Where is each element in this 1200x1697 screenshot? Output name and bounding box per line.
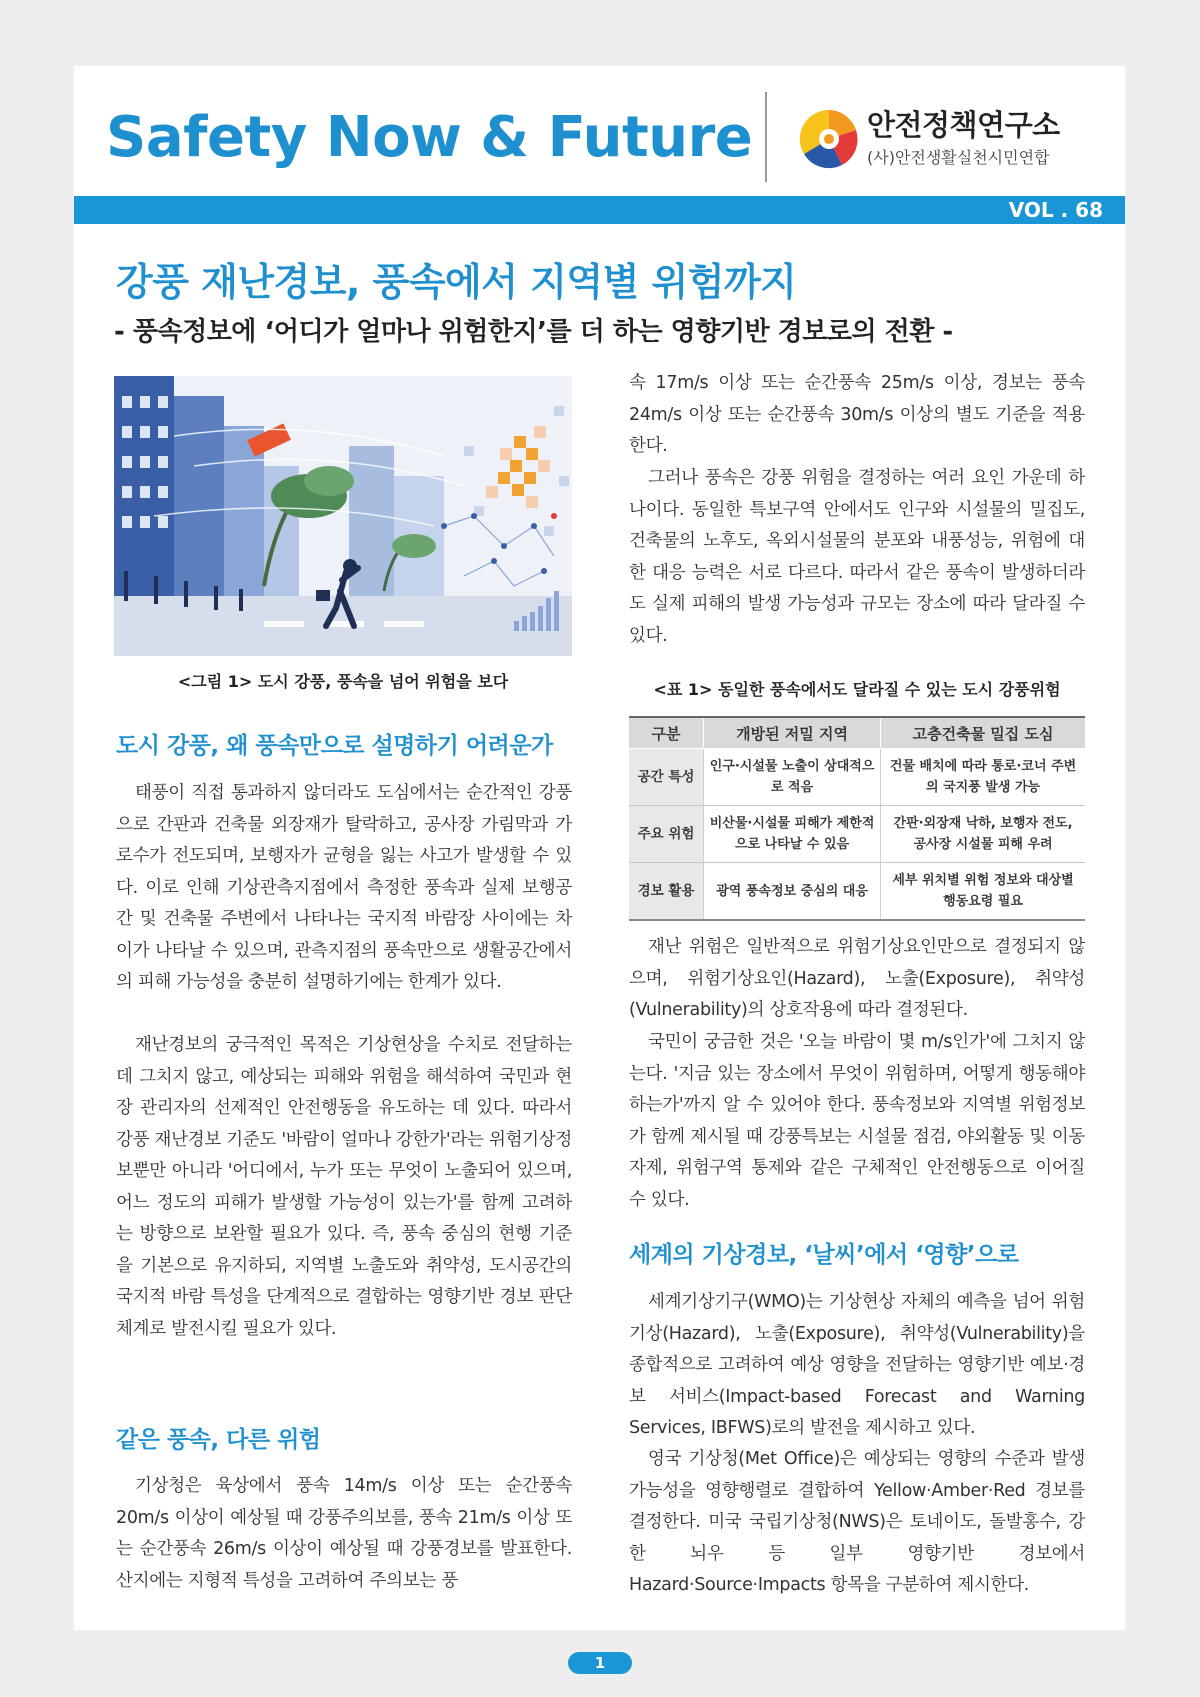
- city-wind-illustration: [114, 376, 572, 656]
- institute-logo-icon: [798, 108, 860, 170]
- table-header: 고층건축물 밀집 도심: [881, 717, 1085, 749]
- section-heading-same-speed: 같은 풍속, 다른 위험: [116, 1427, 321, 1453]
- table-cell: 건물 배치에 따라 통로·코너 주변의 국지풍 발생 가능: [881, 749, 1085, 806]
- table-header: 개방된 저밀 지역: [704, 717, 881, 749]
- page-number: 1: [568, 1652, 632, 1674]
- table-row: [629, 806, 1085, 863]
- section-heading-urban-wind: 도시 강풍, 왜 풍속만으로 설명하기 어려운가: [116, 733, 553, 759]
- paragraph: 재난경보의 궁극적인 목적은 기상현상을 수치로 전달하는 데 그치지 않고, 예상되는 피해와 위험을 해석하여 국민과 현장 관리자의 선제적인 안전행동을 유도하는 데 있다. 따라서 강풍 재난경보 기준도 '바람이 얼마나 강한가'라는 위험기상정보뿐만 아니라 '어디에서, 누가 또는 무엇이 노출되어 있으며, 어느 정도의 피해가 발생할 가능성이 있는가'를 함께 고려하는 방향으로 보완할 필요가 있다. 즉, 풍속 중심의 현행 기준을 기본으로 유지하되, 지역별 노출도와 취약성, 도시공간의 국지적 바람 특성을 단계적으로 결합하는 영향기반 경보 판단체계로 발전시킬 필요가 있다.: [116, 1035, 572, 1339]
- table-header: 구분: [629, 717, 704, 749]
- article-title: 강풍 재난경보, 풍속에서 지역별 위험까지: [116, 260, 797, 304]
- table-cell: 인구·시설물 노출이 상대적으로 적음: [704, 749, 881, 806]
- volume-label: VOL . 68: [1008, 198, 1103, 222]
- newsletter-title: Safety Now & Future: [106, 105, 753, 170]
- article-subtitle: - 풍속정보에 ‘어디가 얼마나 위험한지’를 더 하는 영향기반 경보로의 전환 -: [114, 317, 953, 347]
- paragraph: 기상청은 육상에서 풍속 14m/s 이상 또는 순간풍속 20m/s 이상이 예상될 때 강풍주의보를, 풍속 21m/s 이상 또는 순간풍속 26m/s 이상이 예상될 때 강풍경보를 발표한다. 산지에는 지형적 특성을 고려하여 주의보는 풍: [116, 1476, 572, 1591]
- organization-subtitle: (사)안전생활실천시민연합: [867, 148, 1050, 167]
- paragraph: 영국 기상청(Met Office)은 예상되는 영향의 수준과 발생 가능성을 영향행렬로 결합하여 Yellow·Amber·Red 경보를 결정한다. 미국 국립기상청(NWS)은 토네이도, 돌발홍수, 강한 뇌우 등 일부 영향기반 경보에서 Hazard·Source·Impacts 항목을 구분하여 제시한다.: [629, 1449, 1085, 1595]
- table-cell: 간판·외장재 낙하, 보행자 전도, 공사장 시설물 피해 우려: [881, 806, 1085, 863]
- table-row-header: 주요 위험: [629, 806, 704, 863]
- paragraph: 태풍이 직접 통과하지 않더라도 도심에서는 순간적인 강풍으로 간판과 건축물 외장재가 탈락하고, 공사장 가림막과 가로수가 전도되며, 보행자가 균형을 잃는 사고가 발생할 수 있다. 이로 인해 기상관측지점에서 측정한 풍속과 실제 보행공간 및 건축물 주변에서 나타나는 국지적 바람장 사이에는 차이가 나타날 수 있으며, 관측지점의 풍속만으로 생활공간에서의 피해 가능성을 충분히 설명하기에는 한계가 있다.: [116, 783, 572, 992]
- table-row-header: 공간 특성: [629, 749, 704, 806]
- table-row: [629, 863, 1085, 921]
- table-cell: 세부 위치별 위험 정보와 대상별 행동요령 필요: [881, 863, 1085, 921]
- paragraph: 국민이 궁금한 것은 '오늘 바람이 몇 m/s인가'에 그치지 않는다. '지금 있는 장소에서 무엇이 위험하며, 어떻게 행동해야 하는가'까지 알 수 있어야 한다. 풍속정보와 지역별 위험정보가 함께 제시될 때 강풍특보는 시설물 점검, 야외활동 및 이동 자제, 위험구역 통제와 같은 구체적인 안전행동으로 이어질 수 있다.: [629, 1032, 1085, 1210]
- figure-caption: <그림 1> 도시 강풍, 풍속을 넘어 위험을 보다: [177, 672, 509, 691]
- organization-name: 안전정책연구소: [867, 108, 1060, 142]
- table-row-header: 경보 활용: [629, 863, 704, 921]
- table-cell: 비산물·시설물 피해가 제한적으로 나타날 수 있음: [704, 806, 881, 863]
- header-divider: [765, 92, 767, 182]
- risk-comparison-table: [629, 716, 1085, 921]
- table-row: [629, 749, 1085, 806]
- table-caption: <표 1> 동일한 풍속에서도 달라질 수 있는 도시 강풍위험: [653, 680, 1061, 699]
- table-header-row: [629, 717, 1085, 749]
- section-heading-global-warnings: 세계의 기상경보, ‘날씨’에서 ‘영향’으로: [629, 1242, 1019, 1268]
- volume-bar: [74, 196, 1125, 224]
- table-cell: 광역 풍속정보 중심의 대응: [704, 863, 881, 921]
- paragraph: 속 17m/s 이상 또는 순간풍속 25m/s 이상, 경보는 풍속 24m/s 이상 또는 순간풍속 30m/s 이상의 별도 기준을 적용한다.: [629, 373, 1085, 456]
- paragraph: 그러나 풍속은 강풍 위험을 결정하는 여러 요인 가운데 하나이다. 동일한 특보구역 안에서도 인구와 시설물의 밀집도, 건축물의 노후도, 옥외시설물의 분포와 내풍성능, 위험에 대한 대응 능력은 서로 다르다. 따라서 같은 풍속이 발생하더라도 실제 피해의 발생 가능성과 규모는 장소에 따라 달라질 수 있다.: [629, 468, 1085, 646]
- paragraph: 재난 위험은 일반적으로 위험기상요인만으로 결정되지 않으며, 위험기상요인(Hazard), 노출(Exposure), 취약성(Vulnerability)의 상호작용에 따라 결정된다.: [629, 937, 1085, 1020]
- paragraph: 세계기상기구(WMO)는 기상현상 자체의 예측을 넘어 위험기상(Hazard), 노출(Exposure), 취약성(Vulnerability)을 종합적으로 고려하여 예상 영향을 전달하는 영향기반 예보·경보 서비스(Impact-based Forecast and Warning Services, IBFWS)로의 발전을 제시하고 있다.: [629, 1292, 1085, 1438]
